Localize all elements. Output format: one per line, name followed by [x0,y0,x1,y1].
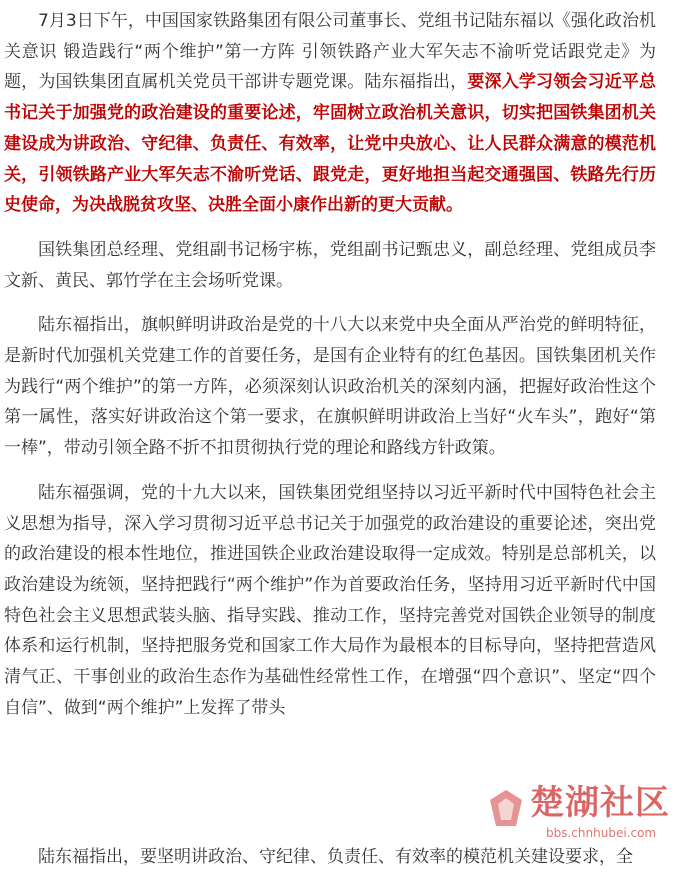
paragraph-1-lead: 7月3日下午，中国国家铁路集团有限公司董事长、党组书记陆东福以《强化政治机关意识 锻造践行“两个维护”第一方阵 引领铁路产业大军矢志不渝听党话跟党走》为题，为国铁集团直属机关党员干部讲专题党课。陆东福指出， [4,11,656,93]
paragraph-2: 国铁集团总经理、党组副书记杨宇栋，党组副书记甄忠义，副总经理、党组成员李文新、黄民、郭竹学在主会场听党课。 [4,239,656,291]
watermark-logo-icon [486,788,526,828]
watermark-name: 楚湖社区 [530,783,670,823]
paragraph-5-partial: 陆东福指出，要坚明讲政治、守纪律、负责任、有效率的模范机关建设要求，全 [38,847,633,867]
watermark-url: bbs.chnhubei.com [546,826,657,840]
paragraph-4: 陆东福强调，党的十九大以来，国铁集团党组坚持以习近平新时代中国特色社会主义思想为指导，深入学习贯彻习近平总书记关于加强党的政治建设的重要论述，突出党的政治建设的根本性地位，推进国铁企业政治建设取得一定成效。特别是总部机关，以政治建设为统领，坚持把践行“两个维护”作为首要政治任务，坚持用习近平新时代中国特色社会主义思想武装头脑、指导实践、推动工作，坚持完善党对国铁企业领导的制度体系和运行机制，坚持把服务党和国家工作大局作为最根本的目标导向，坚持把营造风清气正、干事创业的政治生态作为基础性经常性工作，在增强“四个意识”、坚定“四个自信”、做到“两个维护”上发挥了带头 [4,482,656,718]
watermark [486,782,682,848]
paragraph-1 [4,6,656,221]
paragraph-3: 陆东福指出，旗帜鲜明讲政治是党的十八大以来党中央全面从严治党的鲜明特征，是新时代加强机关党建工作的首要任务，是国有企业特有的红色基因。国铁集团机关作为践行“两个维护”的第一方阵，必须深刻认识政治机关的深刻内涵，把握好政治性这个第一属性，落实好讲政治这个第一要求，在旗帜鲜明讲政治上当好“火车头”，跑好“第一棒”，带动引领全路不折不扣贯彻执行党的理论和路线方针政策。 [4,315,656,459]
article-body [4,6,656,737]
paragraph-1-highlight: 要深入学习领会习近平总书记关于加强党的政治建设的重要论述，牢固树立政治机关意识，切实把国铁集团机关建设成为讲政治、守纪律、负责任、有效率，让党中央放心、让人民群众满意的模范机关，引领铁路产业大军矢志不渝听党话、跟党走，更好地担当起交通强国、铁路先行历史使命，为决战脱贫攻坚、决胜全面小康作出新的更大贡献。 [4,72,657,216]
